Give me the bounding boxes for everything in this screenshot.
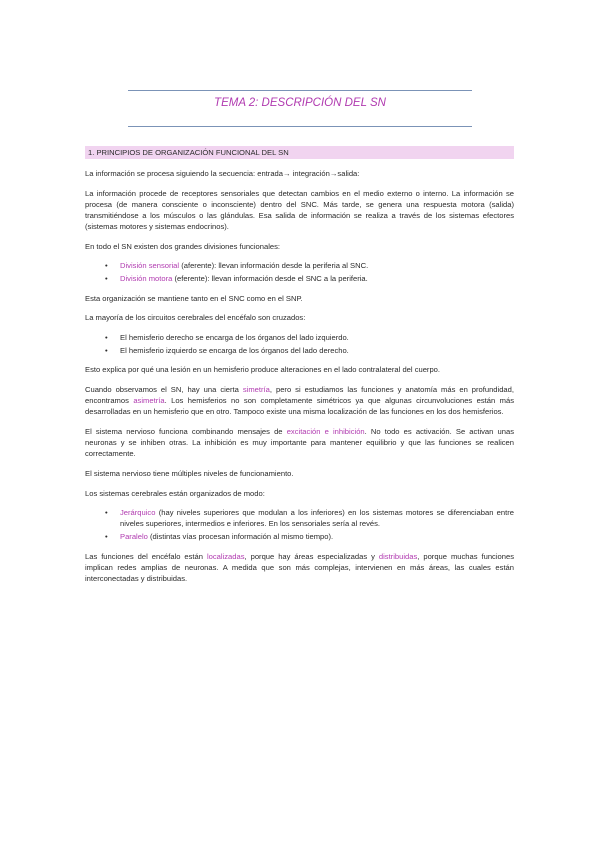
paragraph: Esto explica por qué una lesión en un hemisferio produce alteraciones en el lado contralateral del cuerpo. bbox=[85, 365, 441, 375]
paragraph: La información procede de receptores sensoriales que detectan cambios en el medio externo o interno. La información se procesa (de manera consciente o inconsciente) dentro del SNC. Más tarde, se genera una respuesta motora (salida) transmitiéndose a los músculos o las glándulas. Esa salida de información se realiza a través de los sistemas efectores (sistemas motores y sistemas endocrinos). bbox=[85, 188, 514, 232]
text-run: , porque hay áreas especializadas y bbox=[244, 551, 379, 561]
list-item bbox=[85, 531, 514, 542]
paragraph: La mayoría de los circuitos cerebrales del encéfalo son cruzados: bbox=[85, 313, 306, 323]
text-run: , porque muchas funciones implican redes amplias de neuronas. A medida que son más complejas, intervienen en más áreas, las cuales están interconectadas y distribuidas. bbox=[85, 551, 514, 584]
paragraph: Esta organización se mantiene tanto en el SNC como en el SNP. bbox=[85, 293, 303, 303]
bullet-icon: • bbox=[105, 345, 108, 355]
highlight-term: Paralelo bbox=[120, 532, 148, 542]
list-item bbox=[85, 332, 514, 343]
paragraph: El sistema nervioso tiene múltiples niveles de funcionamiento. bbox=[85, 468, 294, 478]
highlight-term: asimetría bbox=[133, 396, 165, 406]
text-run: Las funciones del encéfalo están bbox=[85, 551, 207, 561]
title-rule-top bbox=[128, 90, 472, 91]
text-run: . No todo es activación. Se activan unas neuronas y se inhiben otras. La inhibición es muy importante para mantener equilibrio y que las funciones se realicen correctamente. bbox=[85, 426, 514, 459]
title-rule-bottom bbox=[128, 126, 472, 127]
section-heading: 1. PRINCIPIOS DE ORGANIZACIÓN FUNCIONAL DEL SN bbox=[85, 146, 514, 159]
text-run: . Los hemisferios no son completamente simétricos ya que algunas circunvoluciones están más desarrolladas en un hemisferio que en otro. Tampoco existe una misma localización de las funciones en los dos hemisferios. bbox=[85, 396, 514, 417]
paragraph bbox=[85, 384, 514, 418]
bullet-icon: • bbox=[105, 274, 108, 284]
list-item bbox=[85, 260, 514, 271]
list-item-text: (aferente): llevan información desde la periferia al SNC. bbox=[179, 261, 369, 271]
bullet-icon: • bbox=[105, 508, 108, 518]
highlight-term: simetría bbox=[242, 384, 270, 394]
list-item bbox=[85, 273, 514, 284]
list-item bbox=[85, 507, 514, 529]
bullet-list bbox=[85, 332, 514, 356]
paragraph bbox=[85, 551, 514, 585]
list-item-text: El hemisferio derecho se encarga de los órganos del lado izquierdo. bbox=[120, 332, 349, 342]
highlight-term: División sensorial bbox=[120, 261, 180, 271]
list-item-text: El hemisferio izquierdo se encarga de los órganos del lado derecho. bbox=[120, 345, 349, 355]
list-item bbox=[85, 345, 514, 356]
bullet-icon: • bbox=[105, 532, 108, 542]
highlight-term: División motora bbox=[120, 274, 173, 284]
page-title: TEMA 2: DESCRIPCIÓN DEL SN bbox=[214, 97, 386, 109]
highlight-term: distribuidas bbox=[378, 551, 418, 561]
paragraph: La información se procesa siguiendo la secuencia: entrada→ integración→salida: bbox=[85, 169, 360, 178]
list-item-text: (eferente): llevan información desde el SNC a la periferia. bbox=[172, 274, 368, 284]
highlight-term: localizadas bbox=[206, 551, 245, 561]
bullet-list bbox=[85, 507, 514, 542]
document-body bbox=[85, 168, 514, 593]
text-run: , pero si estudiamos las funciones y anatomía más en profundidad, encontramos bbox=[85, 384, 514, 406]
list-item-text: (distintas vías procesan información al mismo tiempo). bbox=[147, 532, 334, 542]
highlight-term: excitación e inhibición bbox=[286, 426, 365, 436]
bullet-list bbox=[85, 260, 514, 284]
text-run: El sistema nervioso funciona combinando mensajes de bbox=[85, 426, 287, 436]
bullet-icon: • bbox=[105, 261, 108, 271]
paragraph: Los sistemas cerebrales están organizados de modo: bbox=[85, 488, 265, 498]
highlight-term: Jerárquico bbox=[120, 508, 156, 518]
paragraph: En todo el SN existen dos grandes divisiones funcionales: bbox=[85, 241, 281, 251]
bullet-icon: • bbox=[105, 332, 108, 342]
text-run: Cuando observamos el SN, hay una cierta bbox=[85, 384, 243, 394]
paragraph bbox=[85, 426, 514, 460]
list-item-text: (hay niveles superiores que modulan a los inferiores) en los sistemas motores se diferenciaban entre niveles superiores, intermedios e inferiores. En los sensoriales sería al revés. bbox=[120, 508, 514, 529]
